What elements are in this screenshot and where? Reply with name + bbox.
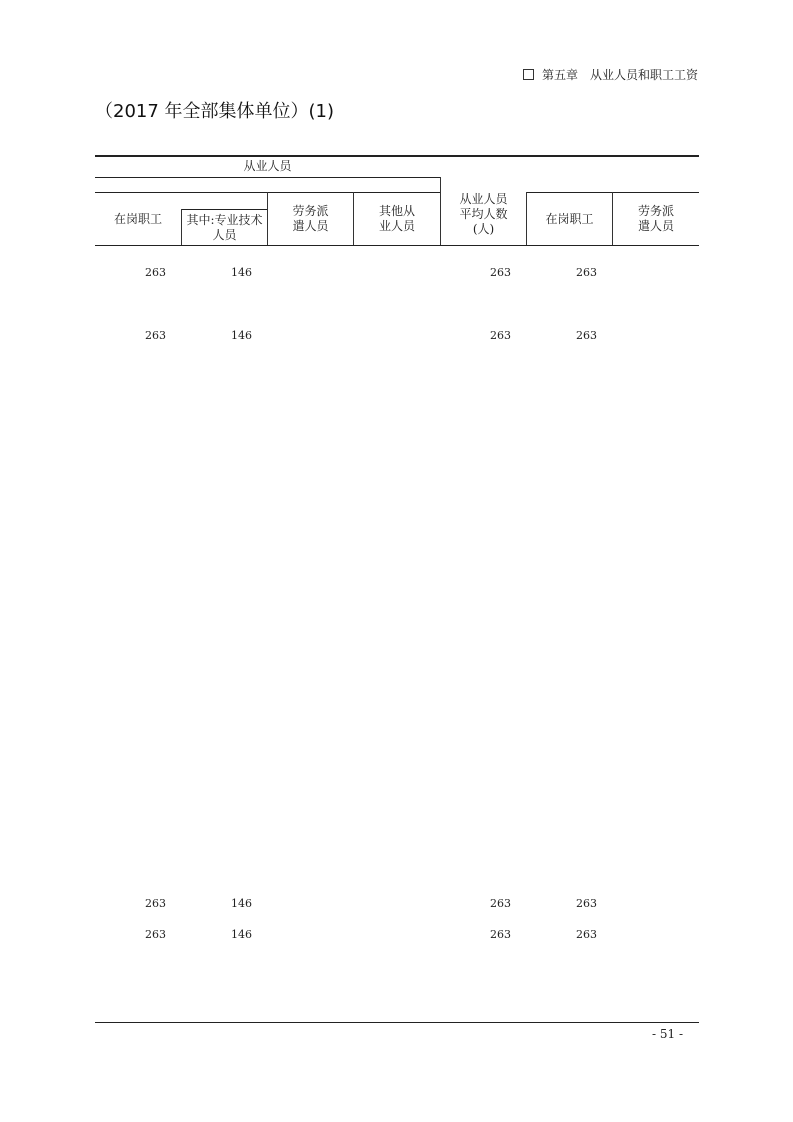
chapter-number: 第五章: [541, 68, 578, 82]
cell-pingjun: 263: [490, 266, 511, 279]
cell-pingjun: 263: [490, 329, 511, 342]
cell-zhuanye: 146: [231, 266, 252, 279]
cell-zaigang-2: 263: [576, 897, 597, 910]
cell-zaigang: 263: [145, 329, 166, 342]
cell-pingjun: 263: [490, 928, 511, 941]
col-header-laowu: 劳务派 遣人员: [292, 204, 329, 233]
col-header-qita: 其他从 业人员: [378, 204, 415, 233]
col-header-pingjun: 从业人员 平均人数 (人): [459, 191, 508, 236]
chapter-title: 从业人员和职工工资: [589, 68, 698, 82]
col-header-laowu-2: 劳务派 遣人员: [637, 204, 674, 233]
page-title: （2017 年全部集体单位）(1): [95, 101, 335, 122]
col-header-zhuanye: 其中:专业技术 人员: [186, 212, 263, 242]
cell-zhuanye: 146: [231, 897, 252, 910]
cell-zaigang-2: 263: [576, 266, 597, 279]
cell-zhuanye: 146: [231, 329, 252, 342]
header-bottom-rule: [95, 245, 699, 246]
cell-zaigang-2: 263: [576, 329, 597, 342]
group-header-rule: [95, 177, 440, 178]
col-header-zaigang-2: 在岗职工: [545, 211, 594, 226]
cell-zaigang: 263: [145, 897, 166, 910]
square-icon: [523, 69, 534, 80]
page-number: - 51 -: [651, 1027, 683, 1041]
group-header: 从业人员: [243, 159, 292, 173]
col-header-zaigang: 在岗职工: [113, 211, 162, 226]
cell-zaigang-2: 263: [576, 928, 597, 941]
cell-zaigang: 263: [145, 266, 166, 279]
cell-zaigang: 263: [145, 928, 166, 941]
cell-zhuanye: 146: [231, 928, 252, 941]
running-header: [523, 66, 698, 83]
footer-rule: [95, 1022, 699, 1023]
cell-pingjun: 263: [490, 897, 511, 910]
